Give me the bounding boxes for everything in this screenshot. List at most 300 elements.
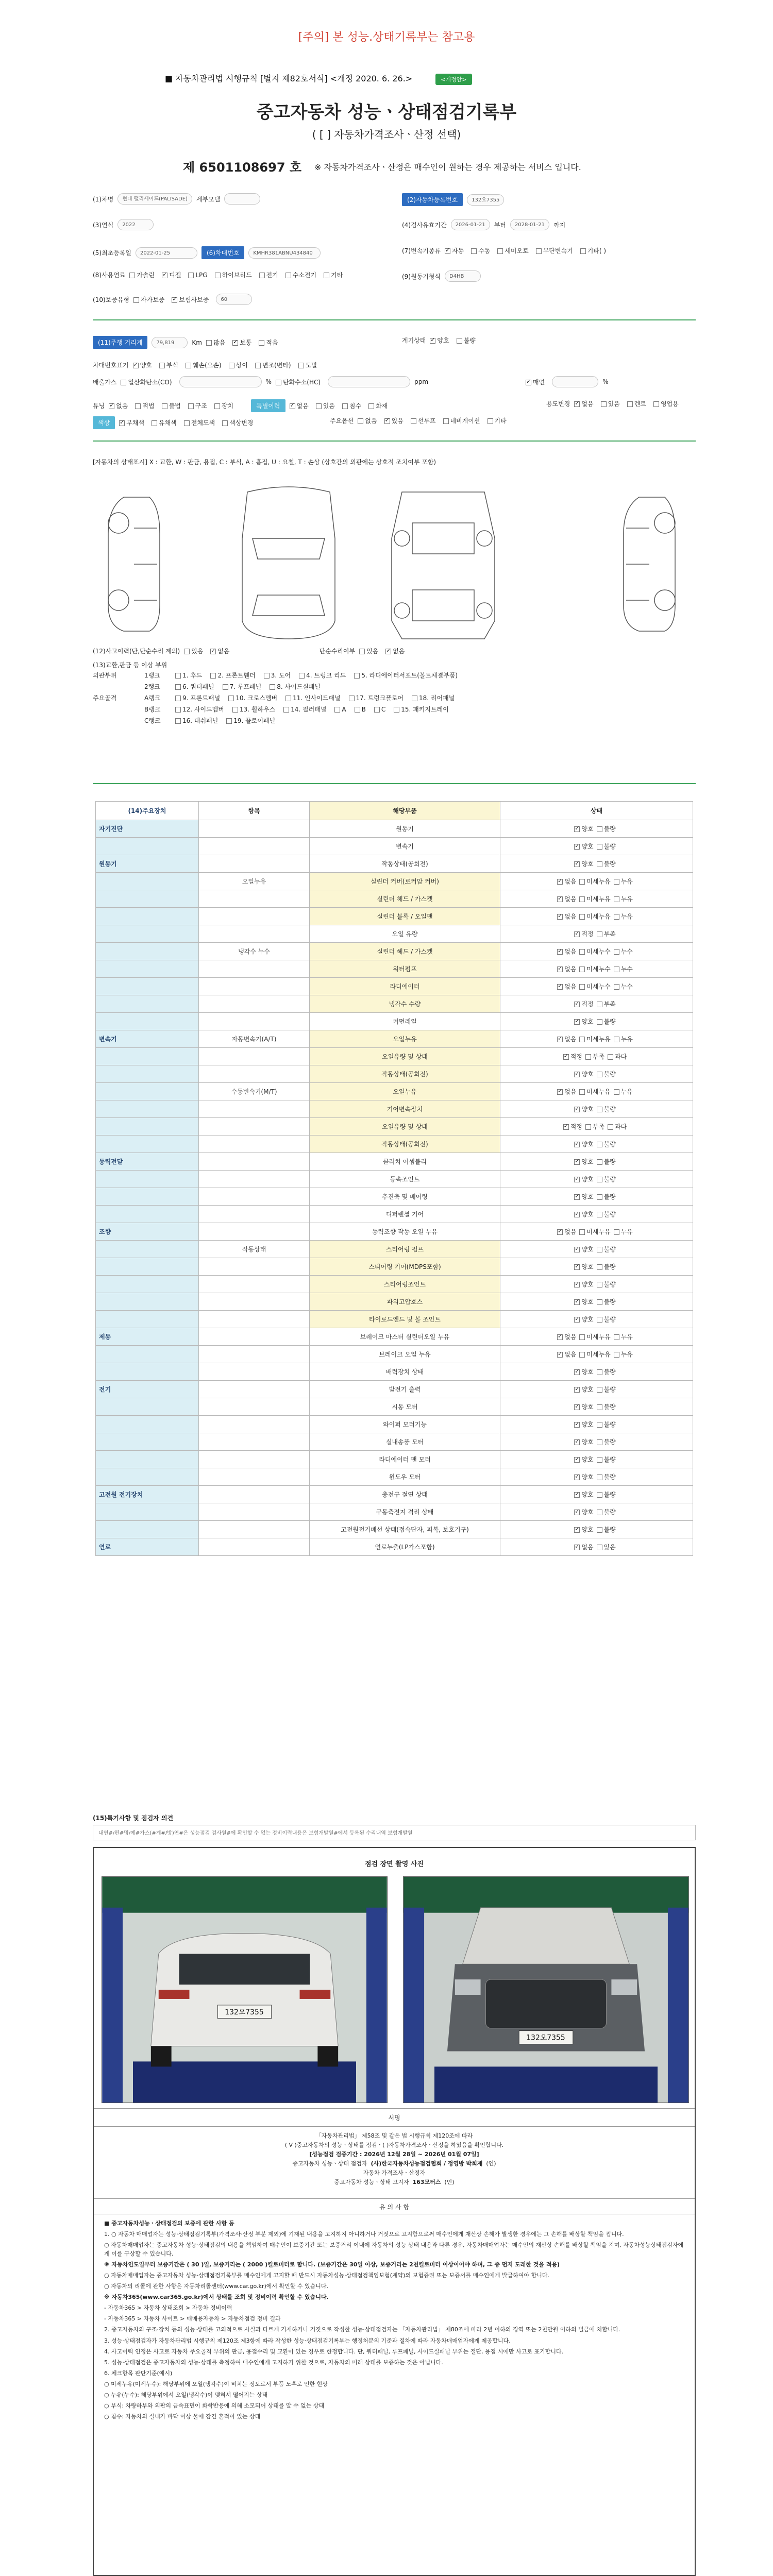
- status-cell: [500, 1328, 693, 1346]
- item-cell: 실린더 헤드 / 가스켓: [310, 890, 500, 908]
- status-checkbox[interactable]: [574, 1194, 580, 1200]
- status-checkbox[interactable]: [597, 1002, 602, 1007]
- special-text: 내연#/편#명/예#가스(#계#/방)연#은 성능점검 검사원#에 확인할 수 없는 정비이력내용은 보험개발원#에서 등록된 수리내역 보험개발원: [93, 1825, 696, 1840]
- status-checkbox[interactable]: [557, 896, 563, 902]
- option-label: 15. 패키지트레이: [401, 706, 449, 713]
- status-checkbox[interactable]: [614, 879, 619, 885]
- checkbox[interactable]: [285, 696, 291, 701]
- reg-no-label: (2)자동차등록번호: [402, 193, 463, 206]
- checkbox[interactable]: [215, 273, 221, 278]
- status-label: 없음: [564, 1088, 577, 1095]
- note-line: 5. 성능·상태점검은 중고자동차의 성능·상태를 측정하여 매수인에게 고지하기 위한 것으로, 자동차의 미래 상태를 보증하는 것은 아닙니다.: [104, 2359, 443, 2366]
- status-checkbox[interactable]: [597, 1404, 602, 1410]
- status-label: 양호: [581, 1298, 594, 1306]
- status-checkbox[interactable]: [579, 1229, 585, 1235]
- status-checkbox[interactable]: [597, 1387, 602, 1393]
- checkbox[interactable]: [394, 707, 399, 713]
- valid-to-field[interactable]: 2028-01-21: [510, 219, 549, 230]
- status-label: 불량: [603, 1421, 616, 1428]
- option-label: 없음: [365, 417, 377, 425]
- checkbox[interactable]: [228, 696, 234, 701]
- option-label: 수소전기: [292, 272, 317, 279]
- status-checkbox[interactable]: [579, 1037, 585, 1042]
- co-field[interactable]: [179, 376, 262, 387]
- status-label: 미세누유: [586, 1351, 611, 1358]
- checkbox[interactable]: [374, 707, 380, 713]
- checkbox[interactable]: [175, 696, 181, 701]
- status-checkbox[interactable]: [574, 1282, 580, 1287]
- vin-field[interactable]: KMHR381ABNU434840: [248, 247, 321, 259]
- status-checkbox[interactable]: [574, 1510, 580, 1515]
- status-checkbox[interactable]: [574, 1404, 580, 1410]
- status-cell: [500, 943, 693, 960]
- checkbox[interactable]: [349, 696, 355, 701]
- table-row: [96, 890, 693, 908]
- status-checkbox[interactable]: [614, 896, 619, 902]
- status-checkbox[interactable]: [597, 1212, 602, 1217]
- checkbox[interactable]: [223, 684, 228, 690]
- status-checkbox[interactable]: [579, 1334, 585, 1340]
- checkbox[interactable]: [358, 418, 363, 424]
- status-label: 누수: [620, 983, 633, 990]
- status-checkbox[interactable]: [563, 1054, 569, 1060]
- checkbox[interactable]: [184, 420, 190, 426]
- checkbox[interactable]: [334, 707, 340, 713]
- checkbox[interactable]: [526, 380, 531, 385]
- option-label: 2. 프론트휀더: [217, 672, 256, 679]
- status-checkbox[interactable]: [614, 1229, 619, 1235]
- year-field[interactable]: 2022: [117, 219, 154, 230]
- checkbox[interactable]: [457, 338, 462, 344]
- status-checkbox[interactable]: [574, 1177, 580, 1182]
- checkbox[interactable]: [299, 673, 305, 679]
- checkbox[interactable]: [232, 707, 238, 713]
- item-cell: 스티어링 기어(MDPS포함): [310, 1258, 500, 1276]
- status-checkbox[interactable]: [574, 1264, 580, 1270]
- status-checkbox[interactable]: [557, 1089, 563, 1095]
- sign-line: 「자동차관리법」 제58조 및 같은 법 시행규칙 제120조에 따라: [315, 2132, 473, 2139]
- valid-from-field[interactable]: 2026-01-21: [451, 219, 490, 230]
- option-label: 자가보증: [141, 296, 165, 303]
- table-row: [96, 1328, 693, 1346]
- status-checkbox[interactable]: [597, 1510, 602, 1515]
- status-checkbox[interactable]: [574, 1527, 580, 1533]
- option-label: 4. 트렁크 리드: [306, 672, 346, 679]
- status-checkbox[interactable]: [597, 1072, 602, 1077]
- status-checkbox[interactable]: [597, 1492, 602, 1498]
- checkbox[interactable]: [210, 649, 216, 654]
- status-checkbox[interactable]: [597, 1247, 602, 1252]
- category-cell: [199, 1538, 310, 1556]
- status-label: 불량: [603, 1368, 616, 1376]
- checkbox[interactable]: [355, 707, 360, 713]
- option-label: 훼손(오손): [192, 362, 222, 369]
- table-row: [96, 1118, 693, 1136]
- option-label: 네비게이션: [450, 417, 480, 425]
- checkbox[interactable]: [283, 707, 289, 713]
- status-checkbox[interactable]: [557, 984, 563, 990]
- status-label: 불량: [603, 1141, 616, 1148]
- checkbox[interactable]: [324, 273, 329, 278]
- checkbox[interactable]: [188, 273, 194, 278]
- status-checkbox[interactable]: [557, 1352, 563, 1358]
- status-checkbox[interactable]: [579, 896, 585, 902]
- status-checkbox[interactable]: [597, 1194, 602, 1200]
- status-checkbox[interactable]: [614, 1334, 619, 1340]
- option-label: 없음: [581, 400, 594, 408]
- status-label: 적정: [581, 930, 594, 938]
- checkbox[interactable]: [259, 340, 264, 346]
- option-label: 기타( ): [587, 247, 607, 255]
- status-checkbox[interactable]: [614, 1089, 619, 1095]
- status-checkbox[interactable]: [597, 1299, 602, 1305]
- checkbox[interactable]: [497, 248, 503, 254]
- checkbox[interactable]: [119, 420, 125, 426]
- checkbox[interactable]: [133, 363, 139, 368]
- status-cell: [500, 1293, 693, 1311]
- status-cell: [500, 855, 693, 873]
- checkbox[interactable]: [175, 673, 181, 679]
- item-cell: 발전기 출력: [310, 1381, 500, 1398]
- status-checkbox[interactable]: [597, 1177, 602, 1182]
- status-checkbox[interactable]: [574, 1107, 580, 1112]
- status-cell: [500, 1398, 693, 1416]
- car-diagram: [93, 477, 696, 641]
- checkbox[interactable]: [430, 338, 435, 344]
- checkbox[interactable]: [359, 649, 365, 654]
- checkbox[interactable]: [627, 401, 633, 407]
- status-checkbox[interactable]: [557, 949, 563, 955]
- checkbox[interactable]: [385, 649, 391, 654]
- checkbox[interactable]: [412, 696, 417, 701]
- status-checkbox[interactable]: [597, 1369, 602, 1375]
- status-checkbox[interactable]: [614, 1352, 619, 1358]
- option-label: LPG: [195, 271, 208, 279]
- checkbox[interactable]: [135, 403, 141, 409]
- table-row: [96, 1048, 693, 1065]
- option-label: 있음: [323, 402, 335, 410]
- status-checkbox[interactable]: [597, 1142, 602, 1147]
- checkbox[interactable]: [276, 380, 281, 385]
- rank-label: B랭크: [144, 706, 161, 713]
- status-checkbox[interactable]: [597, 1439, 602, 1445]
- rear-photo: [102, 1876, 388, 2103]
- status-cell: [500, 1083, 693, 1100]
- status-checkbox[interactable]: [579, 967, 585, 972]
- category-cell: [199, 1328, 310, 1346]
- status-label: 불량: [603, 1071, 616, 1078]
- status-label: 불량: [603, 1106, 616, 1113]
- status-checkbox[interactable]: [574, 826, 580, 832]
- option-label: 적음: [266, 339, 278, 346]
- category-cell: [199, 1311, 310, 1328]
- checkbox[interactable]: [222, 420, 228, 426]
- status-cell: [500, 1416, 693, 1433]
- checkbox[interactable]: [653, 401, 659, 407]
- checkbox[interactable]: [184, 649, 190, 654]
- status-checkbox[interactable]: [574, 844, 580, 850]
- status-checkbox[interactable]: [574, 1317, 580, 1323]
- status-checkbox[interactable]: [579, 1352, 585, 1358]
- status-checkbox[interactable]: [597, 1422, 602, 1428]
- car-frame-view-icon: [392, 492, 495, 639]
- status-checkbox[interactable]: [585, 1054, 591, 1060]
- odometer-field[interactable]: 79,819: [152, 337, 188, 348]
- status-cell: [500, 908, 693, 925]
- status-checkbox[interactable]: [585, 1124, 591, 1130]
- checkbox[interactable]: [210, 673, 216, 679]
- status-checkbox[interactable]: [597, 1457, 602, 1463]
- item-cell: 와이퍼 모터기능: [310, 1416, 500, 1433]
- checkbox[interactable]: [214, 403, 220, 409]
- status-checkbox[interactable]: [574, 1299, 580, 1305]
- category-cell: [199, 1486, 310, 1503]
- status-checkbox[interactable]: [557, 1229, 563, 1235]
- status-checkbox[interactable]: [597, 931, 602, 937]
- checkbox[interactable]: [159, 363, 165, 368]
- checkbox[interactable]: [186, 363, 191, 368]
- status-checkbox[interactable]: [574, 1475, 580, 1480]
- checkbox[interactable]: [290, 403, 295, 409]
- status-checkbox[interactable]: [574, 1212, 580, 1217]
- cert-note: ※ 자동차가격조사ㆍ산정은 매수인이 원하는 경우 제공하는 서비스 입니다.: [314, 162, 581, 172]
- item-cell: 시동 모터: [310, 1398, 500, 1416]
- status-checkbox[interactable]: [608, 1054, 613, 1060]
- status-label: 불량: [603, 1246, 616, 1253]
- engine-field[interactable]: D4HB: [445, 270, 481, 282]
- status-checkbox[interactable]: [597, 826, 602, 832]
- status-label: 양호: [581, 1386, 594, 1393]
- table-row: [96, 1451, 693, 1468]
- car-side-right-icon: [624, 497, 675, 631]
- status-checkbox[interactable]: [574, 1072, 580, 1077]
- status-checkbox[interactable]: [557, 1037, 563, 1042]
- status-checkbox[interactable]: [614, 967, 619, 972]
- status-label: 불량: [603, 1491, 616, 1498]
- checkbox[interactable]: [133, 297, 139, 303]
- warranty-field[interactable]: 60: [216, 294, 252, 305]
- status-checkbox[interactable]: [579, 984, 585, 990]
- checkbox[interactable]: [206, 340, 212, 346]
- status-label: 양호: [581, 1246, 594, 1253]
- status-checkbox[interactable]: [579, 1089, 585, 1095]
- status-checkbox[interactable]: [597, 1527, 602, 1533]
- status-checkbox[interactable]: [574, 861, 580, 867]
- status-checkbox[interactable]: [574, 1439, 580, 1445]
- checkbox[interactable]: [411, 418, 416, 424]
- checkbox[interactable]: [188, 403, 194, 409]
- status-label: 미세누유: [586, 1036, 611, 1043]
- table-row: [96, 1433, 693, 1451]
- status-checkbox[interactable]: [597, 844, 602, 850]
- status-checkbox[interactable]: [574, 1492, 580, 1498]
- status-checkbox[interactable]: [597, 1282, 602, 1287]
- checkbox[interactable]: [471, 248, 477, 254]
- checkbox[interactable]: [298, 363, 304, 368]
- notes-list: [104, 2219, 684, 2423]
- status-label: 불량: [603, 1403, 616, 1411]
- checkbox[interactable]: [162, 273, 167, 278]
- status-checkbox[interactable]: [614, 949, 619, 955]
- category-cell: [199, 925, 310, 943]
- item-cell: 변속기: [310, 838, 500, 855]
- status-checkbox[interactable]: [574, 1545, 580, 1550]
- status-checkbox[interactable]: [574, 1422, 580, 1428]
- note-line: ○ 자동차의 리콜에 관한 사항은 자동차리콜센터(www.car.go.kr)에서 확인할 수 있습니다.: [104, 2283, 328, 2290]
- status-checkbox[interactable]: [574, 1002, 580, 1007]
- checkbox[interactable]: [368, 403, 374, 409]
- checkbox[interactable]: [175, 684, 181, 690]
- status-checkbox[interactable]: [597, 1107, 602, 1112]
- vin-mark-label: 차대번호표기: [93, 362, 129, 369]
- status-checkbox[interactable]: [597, 1317, 602, 1323]
- table-row: [96, 1258, 693, 1276]
- option-label: B: [361, 706, 366, 713]
- status-cell: [500, 1065, 693, 1083]
- checkbox[interactable]: [232, 340, 238, 346]
- section-cell: [96, 1416, 199, 1433]
- status-checkbox[interactable]: [574, 1387, 580, 1393]
- table-row: [96, 1293, 693, 1311]
- checkbox[interactable]: [285, 273, 291, 278]
- status-checkbox[interactable]: [574, 1457, 580, 1463]
- category-cell: [199, 1136, 310, 1153]
- status-label: 양호: [581, 1263, 594, 1270]
- checkbox[interactable]: [259, 273, 265, 278]
- status-checkbox[interactable]: [574, 1247, 580, 1252]
- note-line: ○ 자동차매매업자는 중고자동차 성능·상태점검의 내용을 책임하여 매수인이 보증기간 또는 보증거리 이내에 자동차의 성능 상태 내용과 다른 경우, 자동차매매업자는 매수인의 재산상 손해를 배상할 책임을 지며, 자동차성능상태점검자에게 이를 구상할 수 있습니다.: [104, 2242, 684, 2258]
- valid-suffix: 까지: [553, 221, 566, 229]
- notice-text: [주의] 본 성능.상태기록부는 참고용: [298, 31, 475, 44]
- divider: [93, 319, 696, 320]
- table-row: [96, 1363, 693, 1381]
- checkbox[interactable]: [384, 418, 390, 424]
- status-checkbox[interactable]: [597, 1545, 602, 1550]
- notice-value: 163모터스: [412, 2179, 441, 2185]
- reg-no-field[interactable]: 132오7355: [467, 194, 504, 206]
- status-label: 불량: [603, 1193, 616, 1200]
- table-row: [96, 1503, 693, 1521]
- status-label: 양호: [581, 1018, 594, 1025]
- status-label: 누유: [620, 1333, 633, 1341]
- item-cell: 연료누출(LP가스포함): [310, 1538, 500, 1556]
- status-checkbox[interactable]: [574, 931, 580, 937]
- option-label: 11. 인사이드패널: [293, 694, 341, 702]
- checkbox[interactable]: [316, 403, 322, 409]
- checkbox[interactable]: [109, 403, 114, 409]
- first-reg-field[interactable]: 2022-01-25: [136, 247, 197, 259]
- status-checkbox[interactable]: [597, 1159, 602, 1165]
- status-label: 누수: [620, 948, 633, 955]
- status-checkbox[interactable]: [597, 1264, 602, 1270]
- status-checkbox[interactable]: [614, 984, 619, 990]
- smoke-field[interactable]: [552, 376, 598, 387]
- status-label: 양호: [581, 1141, 594, 1148]
- item-cell: 작동상태(공회전): [310, 1136, 500, 1153]
- status-checkbox[interactable]: [574, 1142, 580, 1147]
- checkbox[interactable]: [152, 420, 157, 426]
- section-cell: [96, 1521, 199, 1538]
- option-label: 13. 휠하우스: [239, 706, 276, 713]
- hc-field[interactable]: [328, 376, 410, 387]
- status-checkbox[interactable]: [574, 1019, 580, 1025]
- checkbox[interactable]: [175, 707, 181, 713]
- status-cell: [500, 1503, 693, 1521]
- cert-number: 제 6501108697 호: [183, 160, 302, 175]
- section-cell: [96, 995, 199, 1013]
- category-cell: [199, 1381, 310, 1398]
- car-name-label: (1)차명: [93, 195, 114, 203]
- checkbox[interactable]: [445, 248, 450, 254]
- section-cell: [96, 943, 199, 960]
- detail-model-field[interactable]: [224, 193, 260, 205]
- checkbox[interactable]: [536, 248, 542, 254]
- checkbox[interactable]: [229, 363, 234, 368]
- checkbox[interactable]: [255, 363, 261, 368]
- status-checkbox[interactable]: [574, 1369, 580, 1375]
- checkbox[interactable]: [342, 403, 348, 409]
- status-checkbox[interactable]: [579, 949, 585, 955]
- unit-label: ppm: [414, 378, 429, 385]
- status-checkbox[interactable]: [614, 1037, 619, 1042]
- status-checkbox[interactable]: [557, 1334, 563, 1340]
- status-label: 없음: [564, 895, 577, 903]
- checkbox[interactable]: [129, 273, 135, 278]
- checkbox[interactable]: [580, 248, 586, 254]
- status-checkbox[interactable]: [597, 1019, 602, 1025]
- checkbox[interactable]: [443, 418, 449, 424]
- checkbox[interactable]: [121, 380, 126, 385]
- status-checkbox[interactable]: [557, 914, 563, 920]
- status-label: 불량: [603, 825, 616, 833]
- status-checkbox[interactable]: [579, 879, 585, 885]
- table-row: [96, 1065, 693, 1083]
- status-label: 불량: [603, 1456, 616, 1463]
- option-label: 가솔린: [137, 272, 155, 279]
- checkbox[interactable]: [488, 418, 493, 424]
- category-cell: [199, 960, 310, 978]
- item-cell: 추진축 및 베어링: [310, 1188, 500, 1206]
- status-label: 양호: [581, 1509, 594, 1516]
- status-checkbox[interactable]: [557, 879, 563, 885]
- checkbox[interactable]: [574, 401, 580, 407]
- checkbox[interactable]: [172, 297, 177, 303]
- checkbox[interactable]: [175, 718, 181, 724]
- status-checkbox[interactable]: [574, 1159, 580, 1165]
- table-row: [96, 1188, 693, 1206]
- checkbox[interactable]: [226, 718, 232, 724]
- checkbox[interactable]: [354, 673, 360, 679]
- checkbox[interactable]: [601, 401, 607, 407]
- category-cell: [199, 995, 310, 1013]
- item-cell: 작동상태(공회전): [310, 1065, 500, 1083]
- car-name-field[interactable]: 현대 팰리세이드(PALISADE): [117, 193, 192, 205]
- car-side-left-icon: [108, 497, 160, 631]
- checkbox[interactable]: [264, 673, 270, 679]
- status-cell: [500, 1311, 693, 1328]
- section-cell: [96, 1293, 199, 1311]
- status-checkbox[interactable]: [563, 1124, 569, 1130]
- status-checkbox[interactable]: [608, 1124, 613, 1130]
- status-checkbox[interactable]: [597, 1475, 602, 1480]
- status-checkbox[interactable]: [557, 967, 563, 972]
- checkbox[interactable]: [270, 684, 275, 690]
- status-checkbox[interactable]: [597, 861, 602, 867]
- status-checkbox[interactable]: [614, 914, 619, 920]
- checkbox[interactable]: [162, 403, 167, 409]
- status-checkbox[interactable]: [579, 914, 585, 920]
- status-label: 양호: [581, 1281, 594, 1288]
